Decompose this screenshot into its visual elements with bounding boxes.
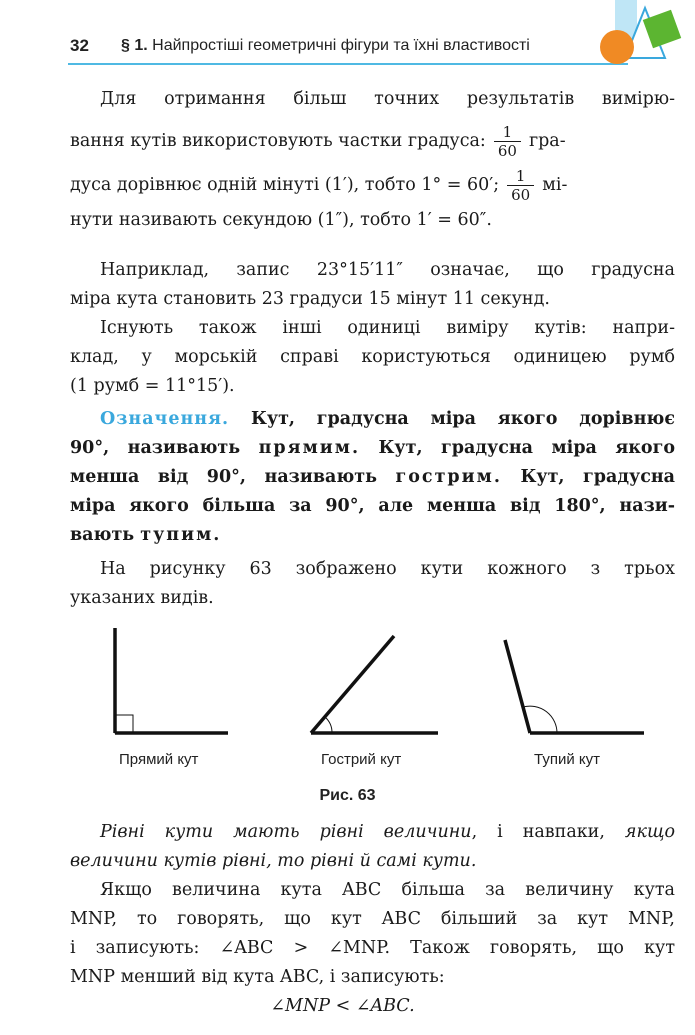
- obtuse-angle: [505, 640, 644, 733]
- text-segment: мі-: [542, 175, 568, 195]
- italic-segment: Рівні кути мають рівні величини: [100, 822, 472, 842]
- definition-label: Означення.: [100, 409, 230, 429]
- section-title: [121, 37, 530, 55]
- text-line: нути називають секундою (1″), тобто 1′ = 60″.: [70, 210, 492, 230]
- text-line: і записують: ∠ABC > ∠MNP. Також говорять, що кут: [70, 938, 675, 958]
- page-header: [0, 0, 695, 80]
- paragraph-equal-angles: [70, 818, 675, 876]
- term-right: прямим.: [258, 438, 361, 458]
- definition-line: міра якого більша за 90°, але менша від 180°, нази-: [70, 496, 675, 516]
- caption-obtuse-angle: Тупий кут: [534, 751, 600, 768]
- text-segment: вання кутів використовують частки градуса:: [70, 131, 486, 151]
- header-rule: [68, 63, 628, 65]
- acute-angle: [311, 636, 438, 733]
- text-segment: вають: [70, 525, 135, 545]
- paragraph-units: [70, 314, 675, 401]
- text-line: Для отримання більш точних результатів вимірю-: [100, 89, 675, 109]
- text-line-with-fraction: [70, 167, 675, 204]
- fraction-denominator: 60: [497, 142, 517, 160]
- text-line: Існують також інші одиниці виміру кутів: напри-: [100, 318, 675, 338]
- page-number: 32: [70, 36, 89, 55]
- term-obtuse: тупим.: [140, 525, 222, 545]
- text-segment: менша від 90°, називають: [70, 467, 377, 487]
- paragraph-minutes: [70, 85, 675, 235]
- text-line: (1 румб = 11°15′).: [70, 376, 235, 396]
- text-segment: , і навпаки,: [471, 822, 605, 842]
- term-acute: гострим.: [395, 467, 502, 487]
- definition-line: [70, 405, 675, 434]
- text-segment: дуса дорівнює одній мінуті (1′), тобто 1° = 60′;: [70, 175, 500, 195]
- text-line: Якщо величина кута ABC більша за величину кута: [100, 880, 675, 900]
- text-line: величини кутів рівні, то рівні й самі кути.: [70, 851, 477, 871]
- fraction-numerator: 1: [507, 167, 534, 186]
- text-line: MNP, то говорять, що кут ABC більший за кут MNP,: [70, 909, 675, 929]
- section-mark: § 1.: [121, 37, 148, 54]
- definition-line: [70, 521, 675, 550]
- text-segment: Кут, градусна міра якого: [378, 438, 675, 458]
- text-segment: гра-: [528, 131, 566, 151]
- fraction-numerator: 1: [494, 123, 521, 142]
- fraction: [507, 167, 534, 204]
- text-line: Наприклад, запис 23°15′11″ означає, що градусна: [100, 260, 675, 280]
- text-line: На рисунку 63 зображено кути кожного з трьох: [100, 559, 675, 579]
- text-line: MNP менший від кута ABC, і записують:: [70, 967, 445, 987]
- text-line: міра кута становить 23 градуси 15 мінут 11 секунд.: [70, 289, 550, 309]
- formula-line: ∠MNP < ∠ABC.: [270, 996, 415, 1016]
- geometric-shapes-logo: [595, 0, 695, 80]
- text-segment: Кут, градусна: [520, 467, 676, 487]
- right-angle: [115, 628, 228, 733]
- text-segment: Кут, градусна міра якого дорівнює: [250, 409, 675, 429]
- fraction-denominator: 60: [511, 186, 531, 204]
- text-line: указаних видів.: [70, 588, 214, 608]
- fraction: [494, 123, 521, 160]
- paragraph-comparison: [70, 876, 675, 1021]
- text-segment: 90°, називають: [70, 438, 241, 458]
- caption-right-angle: Прямий кут: [119, 751, 199, 768]
- caption-acute-angle: Гострий кут: [321, 751, 402, 768]
- paragraph-example: [70, 256, 675, 314]
- definition-block: [70, 405, 675, 550]
- definition-line: [70, 463, 675, 492]
- paragraph-figure-intro: [70, 555, 675, 613]
- definition-line: [70, 434, 675, 463]
- section-title-text: Найпростіші геометричні фігури та їхні властивості: [152, 37, 530, 54]
- text-line: [70, 818, 675, 847]
- orange-circle-shape: [600, 30, 634, 64]
- text-line: клад, у морській справі користуються одиницею румб: [70, 347, 675, 367]
- figure-title: Рис. 63: [319, 787, 376, 804]
- italic-segment: якщо: [624, 822, 675, 842]
- text-line-with-fraction: [70, 123, 675, 160]
